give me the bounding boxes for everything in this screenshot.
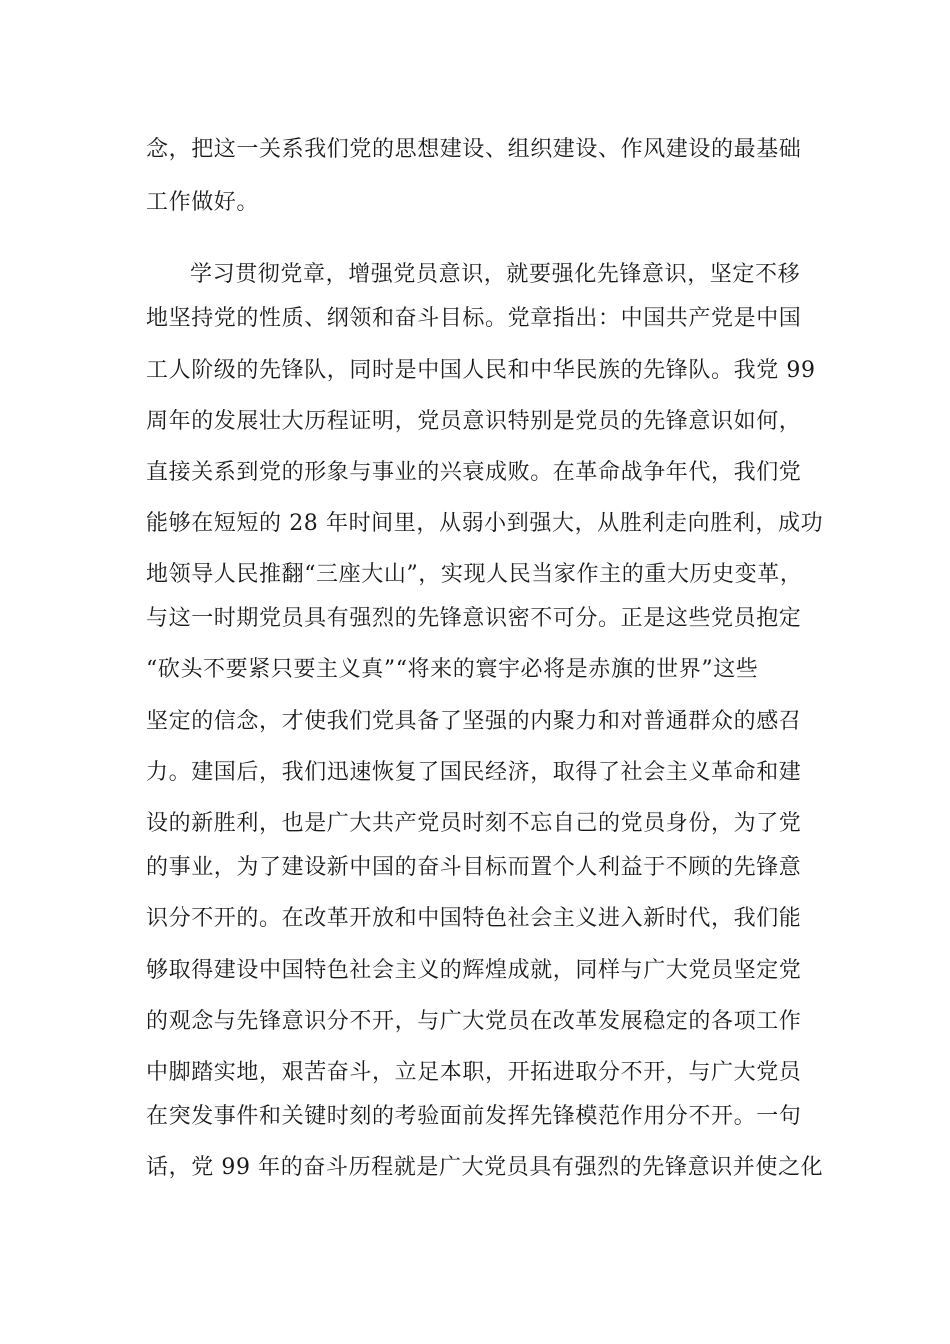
paragraph-2-line-17: 中脚踏实地，艰苦奋斗，立足本职，开拓进取分不开，与广大党员 [146, 1060, 802, 1085]
paragraph-2-line-13: 的事业，为了建设新中国的奋斗目标而置个人利益于不顾的先锋意 [146, 855, 802, 880]
paragraph-1-line-2: 工作做好。 [146, 190, 260, 215]
paragraph-2-line-10: 坚定的信念，才使我们党具备了坚强的内聚力和对普通群众的感召 [146, 709, 802, 734]
paragraph-2-line-4: 周年的发展壮大历程证明，党员意识特别是党员的先锋意识如何， [146, 409, 802, 434]
paragraph-2-line-14: 识分不开的。在改革开放和中国特色社会主义进入新时代，我们能 [146, 906, 802, 931]
paragraph-2-line-15: 够取得建设中国特色社会主义的辉煌成就，同样与广大党员坚定党 [146, 958, 802, 983]
paragraph-2-line-12: 设的新胜利，也是广大共产党员时刻不忘自己的党员身份，为了党 [146, 811, 802, 836]
paragraph-2-line-2: 地坚持党的性质、纲领和奋斗目标。党章指出：中国共产党是中国 [146, 306, 802, 331]
paragraph-2-line-8: 与这一时期党员具有强烈的先锋意识密不可分。正是这些党员抱定 [146, 606, 802, 631]
paragraph-2-line-19: 话，党 99 年的奋斗历程就是广大党员具有强烈的先锋意识并使之化 [146, 1155, 824, 1180]
paragraph-2-line-3: 工人阶级的先锋队，同时是中国人民和中华民族的先锋队。我党 99 [146, 358, 816, 383]
paragraph-2-line-11: 力。建国后，我们迅速恢复了国民经济，取得了社会主义革命和建 [146, 760, 802, 785]
paragraph-2-line-5: 直接关系到党的形象与事业的兴衰成败。在革命战争年代，我们党 [146, 460, 802, 485]
paragraph-2-line-1: 学习贯彻党章，增强党员意识，就要强化先锋意识，坚定不移 [190, 262, 801, 287]
paragraph-2-line-18: 在突发事件和关键时刻的考验面前发挥先锋模范作用分不开。一句 [146, 1104, 802, 1129]
paragraph-2-line-7: 地领导人民推翻“三座大山”，实现人民当家作主的重大历史变革， [146, 562, 803, 587]
paragraph-2-line-16: 的观念与先锋意识分不开，与广大党员在改革发展稳定的各项工作 [146, 1009, 802, 1034]
paragraph-2-line-9: “砍头不要紧只要主义真”“将来的寰宇必将是赤旗的世界”这些 [146, 657, 759, 682]
paragraph-2-line-6: 能够在短短的 28 年时间里，从弱小到强大，从胜利走向胜利，成功 [146, 511, 824, 536]
paragraph-1-line-1: 念，把这一关系我们党的思想建设、组织建设、作风建设的最基础 [146, 137, 802, 162]
